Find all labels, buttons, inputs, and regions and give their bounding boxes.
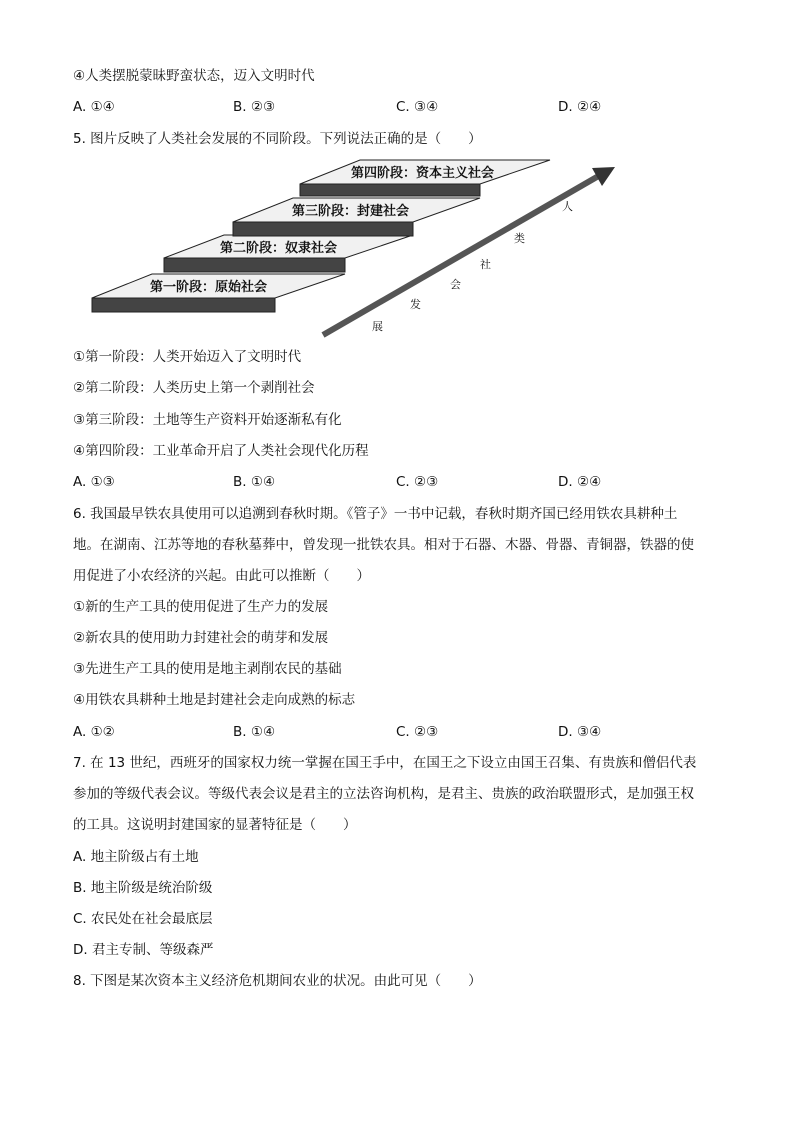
q4-option-d[interactable]: D. ②④ <box>558 99 602 115</box>
stage-3-label: 第三阶段：封建社会 <box>292 204 410 219</box>
stair-step-4 <box>300 160 550 196</box>
stairs-diagram <box>70 150 630 350</box>
arrow-label-char-1: 人 <box>562 200 573 213</box>
q5-item-4: ④第四阶段：工业革命开启了人类社会现代化历程 <box>73 443 369 459</box>
q6-stem-line-2: 地。在湖南、江苏等地的春秋墓葬中，曾发现一批铁农具。相对于石器、木器、骨器、青铜器，铁器的使 <box>73 537 694 553</box>
stage-2-label: 第二阶段：奴隶社会 <box>220 241 338 256</box>
social-development-stairs-figure <box>70 150 630 350</box>
stage-4-label: 第四阶段：资本主义社会 <box>351 166 495 181</box>
q5-stem: 5. 图片反映了人类社会发展的不同阶段。下列说法正确的是（ ） <box>73 131 482 147</box>
q6-item-2: ②新农具的使用助力封建社会的萌芽和发展 <box>73 630 329 646</box>
q6-option-a[interactable]: A. ①② <box>73 724 115 740</box>
stair-step-2 <box>164 235 413 272</box>
q4-option-b[interactable]: B. ②③ <box>233 99 276 115</box>
q6-option-b[interactable]: B. ①④ <box>233 724 276 740</box>
arrow-label-char-6: 展 <box>372 320 383 333</box>
q5-item-1: ①第一阶段：人类开始迈入了文明时代 <box>73 349 302 365</box>
q5-option-b[interactable]: B. ①④ <box>233 474 276 490</box>
arrow-label-char-4: 会 <box>450 278 461 291</box>
q5-item-2: ②第二阶段：人类历史上第一个剥削社会 <box>73 380 315 396</box>
q8-stem: 8. 下图是某次资本主义经济危机期间农业的状况。由此可见（ ） <box>73 973 482 989</box>
q6-item-1: ①新的生产工具的使用促进了生产力的发展 <box>73 599 329 615</box>
q7-option-a[interactable]: A. 地主阶级占有土地 <box>73 849 199 865</box>
q4-item-4: ④人类摆脱蒙昧野蛮状态，迈入文明时代 <box>73 68 315 84</box>
arrow-label-char-2: 类 <box>514 232 525 245</box>
q7-option-d[interactable]: D. 君主专制、等级森严 <box>73 942 214 958</box>
q7-option-b[interactable]: B. 地主阶级是统治阶级 <box>73 880 213 896</box>
q5-option-a[interactable]: A. ①③ <box>73 474 115 490</box>
q7-stem-line-1: 7. 在 13 世纪，西班牙的国家权力统一掌握在国王手中，在国王之下设立由国王召集、有贵族和僧侣代表 <box>73 755 697 771</box>
q7-stem-line-3: 的工具。这说明封建国家的显著特征是（ ） <box>73 817 357 833</box>
stair-step-1 <box>92 274 345 312</box>
q5-option-d[interactable]: D. ②④ <box>558 474 602 490</box>
q6-stem-line-3: 用促进了小农经济的兴起。由此可以推断（ ） <box>73 568 370 584</box>
q4-option-a[interactable]: A. ①④ <box>73 99 115 115</box>
q6-item-3: ③先进生产工具的使用是地主剥削农民的基础 <box>73 661 342 677</box>
q7-stem-line-2: 参加的等级代表会议。等级代表会议是君主的立法咨询机构，是君主、贵族的政治联盟形式，是加强王权 <box>73 786 694 802</box>
q6-option-d[interactable]: D. ③④ <box>558 724 602 740</box>
q4-option-c[interactable]: C. ③④ <box>396 99 439 115</box>
q6-stem-line-1: 6. 我国最早铁农具使用可以追溯到春秋时期。《管子》一书中记载，春秋时期齐国已经用铁农具耕种土 <box>73 506 678 522</box>
q6-item-4: ④用铁农具耕种土地是封建社会走向成熟的标志 <box>73 692 356 708</box>
q7-option-c[interactable]: C. 农民处在社会最底层 <box>73 911 213 927</box>
q5-item-3: ③第三阶段：土地等生产资料开始逐渐私有化 <box>73 412 342 428</box>
stage-1-label: 第一阶段：原始社会 <box>150 280 268 295</box>
stair-step-3 <box>233 198 480 236</box>
arrow-label-char-3: 社 <box>480 258 491 271</box>
q5-option-c[interactable]: C. ②③ <box>396 474 439 490</box>
arrow-label-char-5: 发 <box>410 298 421 311</box>
q6-option-c[interactable]: C. ②③ <box>396 724 439 740</box>
